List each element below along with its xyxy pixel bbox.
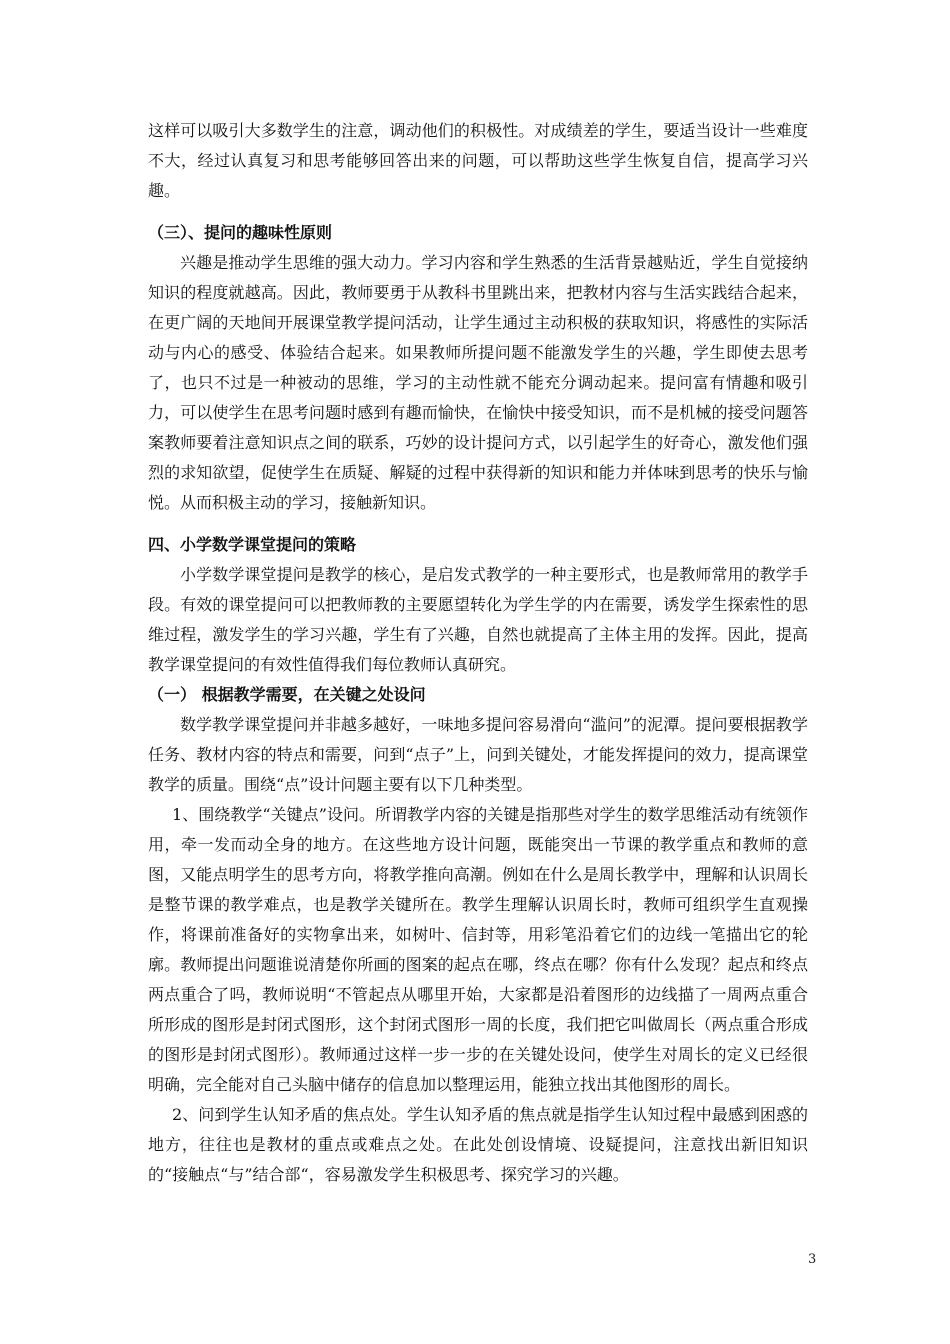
page-number: 3 <box>808 1252 817 1267</box>
section-heading-strategies: 四、小学数学课堂提问的策略 <box>148 535 357 554</box>
section-heading-interest-principle: （三）、提问的趣味性原则 <box>148 223 333 242</box>
subsection-heading-key-questions: （一） 根据教学需要，在关键之处设问 <box>148 685 426 704</box>
paragraph-cognitive-conflict: 2、问到学生认知矛盾的焦点处。学生认知矛盾的焦点就是指学生认知过程中最感到困惑的地方，往往也是教材的重点或难点之处。在此处创设情境、设疑提问，注意找出新旧知识的“接触点“与”结合部“，容易激发学生积极思考、探究学习的兴趣。 <box>148 1105 808 1184</box>
paragraph-key-questions: 数学教学课堂提问并非越多越好，一味地多提问容易滑向“滥问”的泥潭。提问要根据教学任务、教材内容的特点和需要，问到“点子”上，问到关键处，才能发挥提问的效力，提高课堂教学的质量。围绕“点”设计问题主要有以下几种类型。 <box>148 715 808 794</box>
paragraph-strategies-intro: 小学数学课堂提问是教学的核心，是启发式教学的一种主要形式，也是教师常用的教学手段。有效的课堂提问可以把教师教的主要愿望转化为学生学的内在需要，诱发学生探索性的思维过程，激发学生的学习兴趣，学生有了兴趣，自然也就提高了主体主用的发挥。因此，提高 教学课堂提问的有效性值得我们每位教师认真研究。 <box>148 565 808 674</box>
page-body <box>148 116 808 1190</box>
paragraph-interest-principle: 兴趣是推动学生思维的强大动力。学习内容和学生熟悉的生活背景越贴近，学生自觉接纳知识的程度就越高。因此，教师要勇于从教科书里跳出来，把教材内容与生活实践结合起来，在更广阔的天地间开展课堂教学提问活动，让学生通过主动积极的获取知识，将感性的实际活动与内心的感受、体验结合起来。如果教师所提问题不能激发学生的兴趣，学生即使去思考了，也只不过是一种被动的思维，学习的主动性就不能充分调动起来。提问富有情趣和吸引力，可以使学生在思考问题时感到有趣而愉快，在愉快中接受知识，而不是机械的接受问题答案教师要着注意知识点之间的联系，巧妙的设计提问方式，以引起学生的好奇心，激发他们强烈的求知欲望，促使学生在质疑、解疑的过程中获得新的知识和能力并体味到思考的快乐与愉悦。从而积极主动的学习，接触新知识。 <box>148 253 808 512</box>
paragraph-key-point: 1、围绕教学“关键点”设问。所谓教学内容的关键是指那些对学生的数学思维活动有统领作用，牵一发而动全身的地方。在这些地方设计问题，既能突出一节课的教学重点和教师的意图，又能点明学生的思考方向，将教学推向高潮。例如在什么是周长教学中，理解和认识周长是整节课的教学难点，也是教学关键所在。教学生理解认识周长时，教师可组织学生直观操作，将课前准备好的实物拿出来，如树叶、信封等，用彩笔沿着它们的边线一笔描出它的轮廓。教师提出问题谁说清楚你所画的图案的起点在哪，终点在哪？你有什么发现？起点和终点两点重合了吗，教师说明“不管起点从哪里开始，大家都是沿着图形的边线描了一周两点重合所形成的图形是封闭式图形，这个封闭式图形一周的长度，我们把它叫做周长（两点重合形成的图形是封闭式图形）。教师通过这样一步一步的在关键处设问，使学生对周长的定义已经很明确，完全能对自己头脑中储存的信息加以整理运用，能独立找出其他图形的周长。 <box>148 805 808 1094</box>
paragraph-continuation: 这样可以吸引大多数学生的注意，调动他们的积极性。对成绩差的学生，要适当设计一些难度不大，经过认真复习和思考能够回答出来的问题，可以帮助这些学生恢复自信，提高学习兴趣。 <box>148 121 808 200</box>
